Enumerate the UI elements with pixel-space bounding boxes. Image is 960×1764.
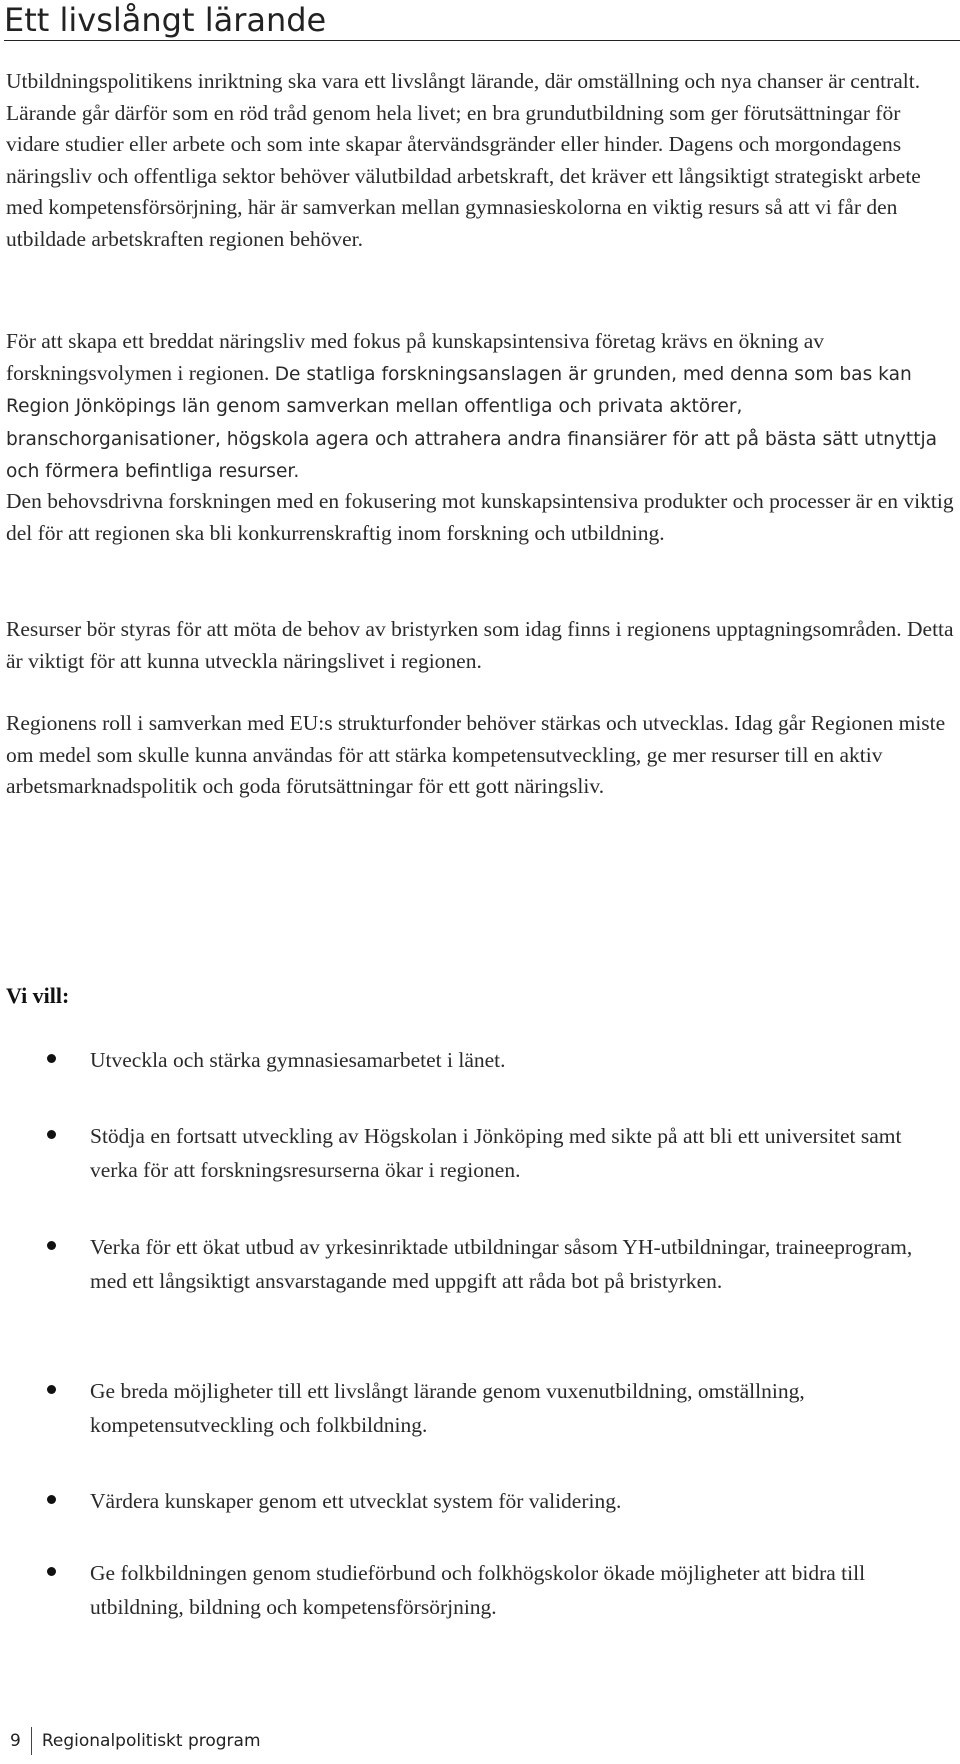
footer-document-name: Regionalpolitiskt program [41, 1731, 261, 1751]
bullet-icon [47, 1385, 56, 1394]
page-number: 9 [10, 1731, 21, 1751]
bullet-text: Värdera kunskaper genom ett utvecklat system för validering. [90, 1489, 622, 1513]
bullet-text: Utveckla och stärka gymnasiesamarbetet i länet. [90, 1048, 506, 1072]
page-title: Ett livslångt lärande [4, 0, 960, 41]
bullet-text: Ge folkbildningen genom studieförbund och folkhögskolor ökade möjligheter att bidra till utbildning, bildning och kompetensförsörjning. [90, 1561, 866, 1619]
paragraph-2 [6, 326, 956, 488]
paragraph-5: Regionens roll i samverkan med EU:s strukturfonder behöver stärkas och utvecklas. Idag går Regionen miste om medel som skulle kunna användas för att stärka kompetensutveckling, ge mer resurser till en aktiv arbetsmarknadspolitik och goda förutsättningar för ett gott näringsliv. [6, 711, 946, 798]
bullet-icon [47, 1241, 56, 1250]
bullet-text: Stödja en fortsatt utveckling av Högskolan i Jönköping med sikte på att bli ett universitet samt verka för att forskningsresurserna ökar i regionen. [90, 1124, 902, 1182]
bullet-icon [47, 1567, 56, 1576]
paragraph-4: Resurser bör styras för att möta de behov av bristyrken som idag finns i regionens upptagningsområden. Detta är viktigt för att kunna utveckla näringslivet i regionen. [6, 617, 954, 673]
paragraph-3: Den behovsdrivna forskningen med en fokusering mot kunskapsintensiva produkter och processer är en viktig del för att regionen ska bli konkurrenskraftig inom forskning och utbildning. [6, 489, 954, 545]
paragraph-2-sans: De statliga forskningsanslagen är grunden, med denna som bas kan Region Jönköpings län genom samverkan mellan offentliga och privata aktörer, branschorganisationer, högskola agera och attrahera andra finansiärer för att på bästa sätt utnyttja och förmera befintliga resurser. [6, 363, 938, 482]
paragraph-1: Utbildningspolitikens inriktning ska vara ett livslångt lärande, där omställning och nya chanser är centralt. Lärande går därför som en röd tråd genom hela livet; en bra grundutbildning som ger förutsättningar för vidare studier eller arbete och som inte skapar återvändsgränder eller hinder. Dagens och morgondagens näringsliv och offentliga sektor behöver välutbildad arbetskraft, det kräver ett långsiktigt strategiskt arbete med kompetensförsörjning, här är samverkan mellan gymnasieskolorna en viktig resurs så att vi får den utbildade arbetskraften regionen behöver. [6, 69, 921, 251]
bullet-icon [47, 1054, 56, 1063]
bullet-icon [47, 1130, 56, 1139]
footer-divider [31, 1727, 32, 1755]
bullet-text: Ge breda möjligheter till ett livslångt lärande genom vuxenutbildning, omställning, kompetensutveckling och folkbildning. [90, 1379, 805, 1437]
page-footer [10, 1726, 261, 1756]
paragraph-2-serif: För att skapa ett breddat näringsliv med fokus på kunskapsintensiva företag krävs en ökning av forskningsvolymen i regionen. [6, 329, 824, 385]
bullet-text: Verka för ett ökat utbud av yrkesinriktade utbildningar såsom YH-utbildningar, traineeprogram, med ett långsiktigt ansvarstagande med uppgift att råda bot på bristyrken. [90, 1235, 913, 1293]
bullet-icon [47, 1495, 56, 1504]
we-want-heading: Vi vill: [6, 983, 70, 1008]
